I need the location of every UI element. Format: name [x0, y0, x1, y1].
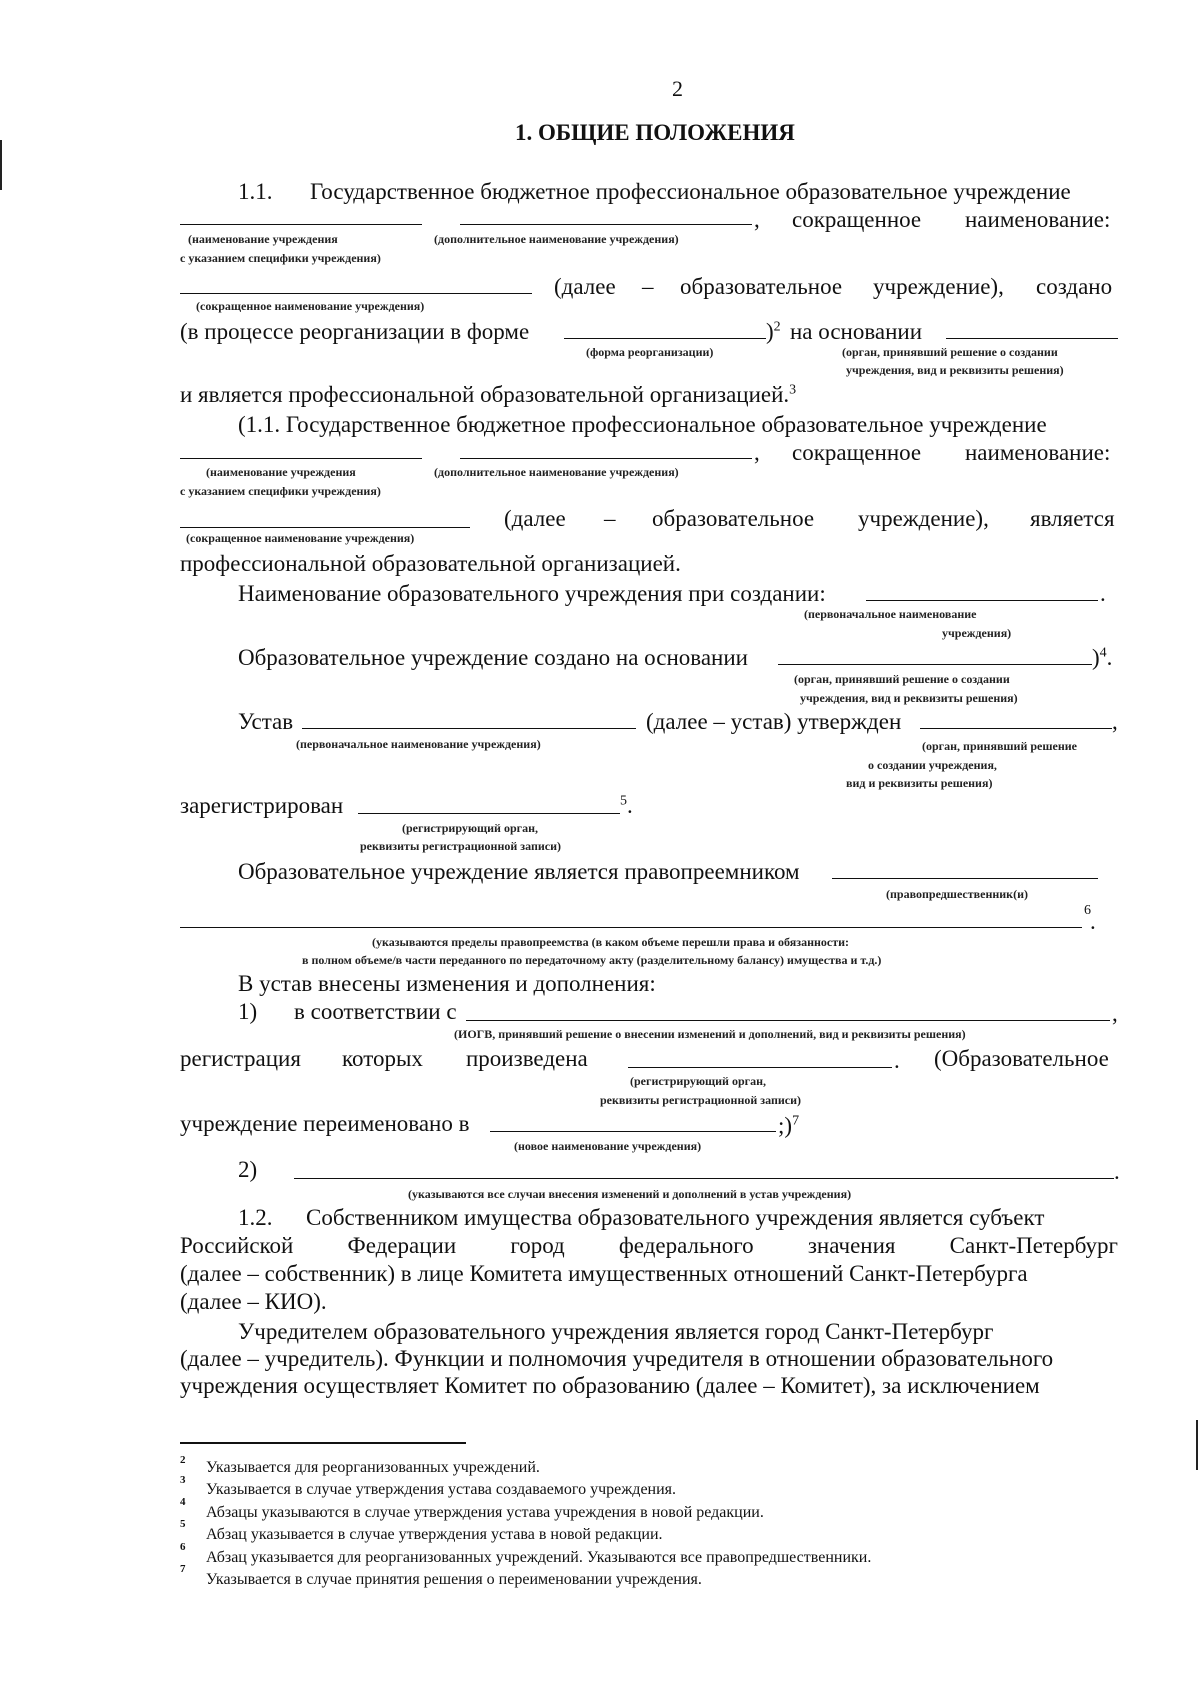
- field-caption: (сокращенное наименование учреждения): [186, 531, 415, 545]
- text-fragment: которых: [342, 1046, 423, 1071]
- field-caption: (первоначальное наименование учреждения): [296, 737, 541, 751]
- footnote-text: Указывается в случае утверждения устава создаваемого учреждения.: [206, 1481, 677, 1498]
- field-caption: (орган, принявший решение о создании: [794, 672, 1010, 686]
- text-fragment: образовательное: [652, 506, 815, 531]
- word: Санкт-Петербург: [949, 1233, 1118, 1258]
- footnote-number: 4: [180, 1496, 186, 1508]
- field-caption: (наименование учреждения: [188, 232, 338, 246]
- field-caption: учреждения, вид и реквизиты решения): [846, 363, 1064, 377]
- footnote-ref: 2: [773, 319, 781, 335]
- dot: .: [1106, 645, 1113, 670]
- text-line: (далее – КИО).: [180, 1289, 327, 1314]
- text-fragment: (далее: [504, 506, 566, 531]
- clause-text: Государственное бюджетное профессиональное образовательное учреждение: [310, 179, 1071, 204]
- field-caption: учреждения): [942, 626, 1012, 640]
- dot: .: [627, 793, 633, 818]
- scan-margin-mark: [1196, 1420, 1198, 1470]
- dot: .: [1100, 581, 1106, 606]
- text-fragment: сокращенное: [792, 440, 922, 465]
- blank-amendment-2: [294, 1178, 1114, 1179]
- field-caption: (ИОГВ, принявший решение о внесении изменений и дополнений, вид и реквизиты решения): [454, 1027, 966, 1041]
- field-caption: (орган, принявший решение: [922, 739, 1077, 753]
- footnote-text: Абзацы указываются в случае утверждения устава учреждения в новой редакции.: [206, 1504, 764, 1521]
- footnote-text: Абзац указывается для реорганизованных учреждений. Указываются все правопредшественники.: [206, 1549, 872, 1566]
- text-fragment: Устав: [238, 709, 294, 734]
- text-fragment: зарегистрирован: [180, 793, 344, 818]
- field-caption: в полном объеме/в части переданного по передаточному акту (разделительному балансу) имущества и т.д.): [302, 953, 882, 967]
- text-line: (далее – собственник) в лице Комитета имущественных отношений Санкт-Петербурга: [180, 1261, 1028, 1286]
- blank-registration: [358, 813, 620, 814]
- blank-reorg-form: [564, 338, 766, 339]
- blank-organ: [946, 338, 1118, 339]
- clause-number: 1.1.: [238, 179, 273, 204]
- footnote-number: 2: [180, 1454, 186, 1466]
- text-line: профессиональной образовательной организацией.: [180, 551, 681, 576]
- text-fragment: учреждение переименовано в: [180, 1111, 470, 1136]
- blank-predecessor: [832, 878, 1098, 879]
- text-fragment: –: [604, 506, 616, 531]
- field-caption: (указываются пределы правопреемства (в каком объеме перешли права и обязанности:: [372, 935, 850, 949]
- text-fragment: является: [1030, 506, 1115, 531]
- text-fragment: )$^2$: [766, 319, 781, 344]
- text-fragment: на основании: [790, 319, 923, 344]
- field-caption: (регистрирующий орган,: [402, 821, 538, 835]
- word: Российской: [180, 1233, 294, 1258]
- clause-number: 1.2.: [238, 1205, 273, 1230]
- footnote-ref: 7: [792, 1113, 800, 1129]
- field-caption: (первоначальное наименование: [804, 607, 977, 621]
- text-fragment: сокращенное: [792, 207, 922, 232]
- field-caption: (указываются все случаи внесения изменений и дополнений в устав учреждения): [408, 1187, 852, 1201]
- text-fragment: [620, 794, 633, 817]
- justified-line: [180, 1234, 1118, 1257]
- text-line: и является профессиональной образовательной организацией.: [180, 382, 790, 407]
- text-fragment: –: [642, 274, 654, 299]
- field-caption: о создании учреждения,: [868, 758, 997, 772]
- section-title: 1. ОБЩИЕ ПОЛОЖЕНИЯ: [515, 120, 795, 145]
- field-caption: (орган, принявший решение о создании: [842, 345, 1058, 359]
- text-fragment: [778, 1114, 799, 1137]
- blank-registrar: [628, 1067, 892, 1068]
- blank-short-name: [180, 293, 532, 294]
- text-fragment: создано: [1036, 274, 1113, 299]
- field-caption: (дополнительное наименование учреждения): [434, 465, 679, 479]
- comma: ,: [754, 440, 760, 465]
- footnote-separator: [180, 1442, 466, 1444]
- blank-extra-name: [460, 458, 752, 459]
- field-caption: (сокращенное наименование учреждения): [196, 299, 425, 313]
- field-caption: реквизиты регистрационной записи): [360, 839, 562, 853]
- field-caption: (наименование учреждения: [206, 465, 356, 479]
- field-caption: с указанием специфики учреждения): [180, 484, 381, 498]
- text-line: Образовательное учреждение создано на основании: [238, 645, 748, 670]
- dot: .: [1114, 1159, 1120, 1184]
- blank-succession-limits: [180, 927, 1082, 928]
- text-fragment: в соответствии с: [294, 999, 457, 1024]
- blank-institution-name: [180, 458, 422, 459]
- field-caption: (новое наименование учреждения): [514, 1139, 702, 1153]
- blank-initial-name: [866, 600, 1098, 601]
- blank-basis: [778, 664, 1092, 665]
- blank-institution-name: [180, 224, 422, 225]
- footnote-number: 7: [180, 1563, 186, 1575]
- text-fragment: регистрация: [180, 1046, 301, 1071]
- field-caption: реквизиты регистрационной записи): [600, 1093, 802, 1107]
- list-number: 2): [238, 1157, 258, 1182]
- field-caption: (правопредшественник(и): [886, 887, 1029, 901]
- footnote-text: Указывается в случае принятия решения о переименовании учреждения.: [206, 1571, 702, 1588]
- text-fragment: наименование:: [965, 207, 1111, 232]
- blank-extra-name: [460, 224, 752, 225]
- page-number: 2: [672, 76, 683, 101]
- text-fragment: учреждение),: [858, 506, 989, 531]
- blank-approver: [920, 728, 1112, 729]
- footnote-ref: 6: [1084, 903, 1091, 918]
- paren: ): [1092, 645, 1100, 670]
- blank-iogv: [466, 1020, 1110, 1021]
- text-line: В устав внесены изменения и дополнения:: [238, 971, 656, 996]
- text-fragment: учреждение),: [873, 274, 1004, 299]
- field-caption: вид и реквизиты решения): [846, 776, 993, 790]
- footnote-number: 6: [180, 1541, 186, 1553]
- word: город: [510, 1233, 565, 1258]
- comma: ,: [1112, 709, 1118, 734]
- footnote-ref: 3: [789, 382, 797, 398]
- footnote-ref: 5: [620, 793, 627, 809]
- field-caption: (регистрирующий орган,: [630, 1074, 766, 1088]
- footnote-number: 5: [180, 1518, 186, 1530]
- scan-margin-mark: [0, 140, 2, 190]
- footnote-text: Абзац указывается в случае утверждения устава в новой редакции.: [206, 1526, 663, 1543]
- field-caption: с указанием специфики учреждения): [180, 251, 381, 265]
- field-caption: (дополнительное наименование учреждения): [434, 232, 679, 246]
- text-line: Учредителем образовательного учреждения является город Санкт-Петербург: [238, 1319, 994, 1344]
- text-line: (далее – учредитель). Функции и полномочия учредителя в отношении образовательного: [180, 1346, 1054, 1371]
- text-fragment: образовательное: [680, 274, 843, 299]
- dot: .: [1090, 909, 1096, 934]
- word: федерального: [618, 1233, 754, 1258]
- text-fragment: произведена: [466, 1046, 588, 1071]
- text-fragment: [1092, 646, 1112, 669]
- comma: ,: [754, 207, 760, 232]
- blank-new-name: [490, 1131, 776, 1132]
- comma: ,: [1112, 1001, 1118, 1026]
- clause-text: Собственником имущества образовательного учреждения является субъект: [306, 1205, 1045, 1230]
- text-fragment: (в процессе реорганизации в форме: [180, 319, 530, 344]
- field-caption: учреждения, вид и реквизиты решения): [800, 691, 1018, 705]
- footnote-number: 3: [180, 1474, 186, 1486]
- footnote-ref: 4: [1099, 645, 1107, 661]
- clause-text: (1.1. Государственное бюджетное профессиональное образовательное учреждение: [238, 412, 1047, 437]
- text-fragment: (далее – устав) утвержден: [646, 709, 902, 734]
- blank-charter-name: [302, 728, 636, 729]
- text-fragment: (Образовательное: [934, 1046, 1109, 1071]
- list-number: 1): [238, 999, 258, 1024]
- text-line: учреждения осуществляет Комитет по образованию (далее – Комитет), за исключением: [180, 1373, 1040, 1398]
- blank-short-name: [180, 527, 470, 528]
- text-fragment: [180, 383, 796, 406]
- text-fragment: (далее: [554, 274, 616, 299]
- paren: ;): [778, 1113, 793, 1138]
- field-caption: (форма реорганизации): [586, 345, 714, 359]
- text-line: Наименование образовательного учреждения при создании:: [238, 581, 826, 606]
- dot: .: [894, 1048, 900, 1073]
- footnote-text: Указывается для реорганизованных учреждений.: [206, 1459, 540, 1476]
- word: значения: [807, 1233, 896, 1258]
- text-fragment: наименование:: [965, 440, 1111, 465]
- word: Федерации: [347, 1233, 457, 1258]
- text-line: Образовательное учреждение является правопреемником: [238, 859, 800, 884]
